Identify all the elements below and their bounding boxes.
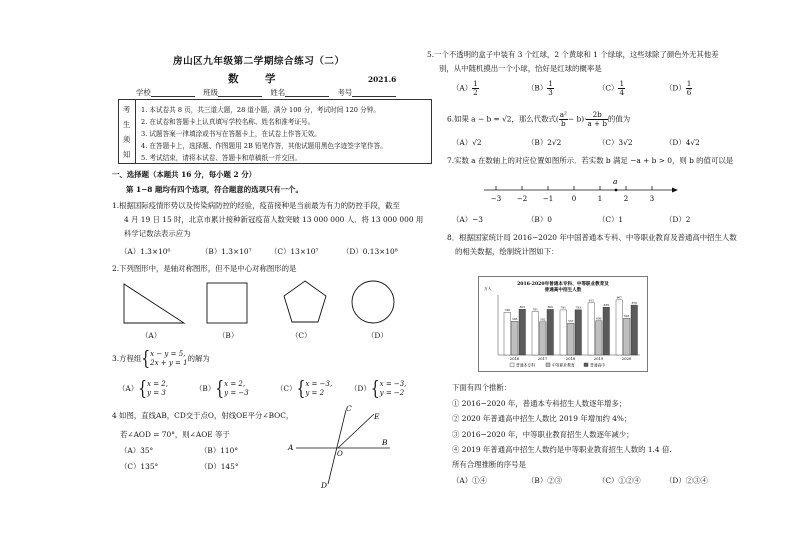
notice-item: 5. 考试结束，请将本试卷、答题卡和草稿纸一并交回。	[141, 154, 302, 162]
year-tick-label: 2017	[537, 356, 548, 361]
bar-value-label: 582	[540, 317, 546, 322]
chart-title: 普通高中招生人数	[544, 288, 582, 293]
q1-line: 科学记数法表示应为	[124, 229, 191, 238]
chart-unit: 万人	[484, 286, 492, 291]
fraction	[586, 111, 607, 128]
q7-number-line	[480, 174, 680, 210]
q3-opt-line: x = −3,	[379, 380, 407, 388]
chart-title: 2016-2020年普通本专科、中等职业教育及	[517, 282, 609, 287]
notice-item: 4. 在答题卡上，选择题、作图题用 2B 铅笔作答，其他试题用黑色字迹签字笔作答。	[141, 142, 387, 150]
year-tick-label: 2018	[565, 356, 576, 361]
denominator: 6	[686, 88, 692, 97]
bar-value-label: 761	[532, 307, 538, 312]
q3-opt-line: y = 2	[305, 389, 325, 397]
q3-opt-line: x = 2,	[147, 380, 168, 388]
brace-glyph: {	[370, 377, 380, 401]
q8-option-a[interactable]: （A）①④	[452, 476, 487, 485]
q3-option-system	[147, 380, 168, 398]
q6-pre: 6.如果 a − b = √2，那么代数式(	[447, 114, 559, 124]
q1-line: 1.根据国际疫情形势以及传染病防控的经验，疫苗接种是当前最为有力的防控手段，截至	[112, 201, 400, 210]
q8-inference: ① 2016−2020 年，普通本专科招生人数逐年增多；	[452, 399, 627, 408]
tick-label: −1	[542, 195, 554, 203]
denominator: 4	[619, 88, 625, 97]
point-a-marker	[615, 189, 618, 192]
q8-option-d[interactable]: （D）②③④	[665, 476, 708, 485]
point-label-c: C	[346, 404, 352, 413]
q3-post: 的解为	[187, 354, 210, 363]
q8-option-b[interactable]: （B）②③	[527, 476, 562, 485]
point-label-o: O	[337, 450, 343, 458]
q6-option-a[interactable]: （A）√2	[452, 138, 482, 147]
bar-value-label: 915	[588, 298, 594, 303]
pentagon-shape	[284, 281, 326, 322]
bar-series-a	[616, 300, 623, 355]
numerator: 2b	[586, 111, 607, 120]
bar-value-label: 748	[504, 308, 510, 313]
q5-line: 别，从中随机摸出一个小球，恰好是红球的概率是	[439, 64, 602, 73]
bar-series-b	[512, 321, 519, 355]
q8-line: 8．根据国家统计局 2016−2020 年中国普通本专科、中等职业教育及普通高中招生人数	[447, 233, 737, 242]
q3-option-system	[380, 380, 407, 398]
q4-line: 若∠AOD = 70°，则∠AOE 等于	[120, 430, 230, 439]
q6-post: 的值为	[607, 114, 631, 124]
q8-line: 的相关数据，绘制统计图如下：	[455, 247, 559, 256]
bar-series-b	[568, 323, 575, 355]
fraction	[472, 80, 479, 97]
notice-label	[119, 100, 136, 163]
bar-series-c	[575, 310, 582, 355]
bar-series-c	[631, 305, 638, 355]
tick-group	[491, 186, 654, 203]
q5-option-label: （B）	[527, 83, 548, 93]
q2-label-d[interactable]: （D）	[367, 331, 388, 340]
q3-option-label: （D）	[350, 384, 371, 393]
bar-series-c	[519, 309, 526, 355]
q1-option-c[interactable]: （C）13×10⁷	[270, 247, 319, 256]
notice-box	[118, 99, 432, 164]
q8-option-c[interactable]: （C）①②④	[598, 476, 641, 485]
q2-figures	[118, 278, 438, 328]
q6-option-d[interactable]: （D）4√2	[665, 138, 700, 147]
bar-series-c	[547, 309, 554, 355]
bar-value-label: 791	[560, 305, 566, 310]
notice-item: 2. 在试卷和答题卡上认真填写学校名称、姓名和准考证号。	[141, 118, 315, 126]
number-field[interactable]	[352, 89, 396, 97]
tick-label: 3	[649, 195, 655, 203]
q8-intro: 下面有四个推断：	[452, 383, 512, 392]
q8-inference: ② 2020 年普通高中招生人数比 2019 年增加约 4%；	[452, 414, 632, 423]
legend-label: 普通本专科	[516, 362, 535, 368]
q4-option-d[interactable]: （D）145°	[200, 462, 239, 471]
q3-option-label: （C）	[276, 384, 297, 393]
q1-option-d[interactable]: （D）0.13×10⁸	[342, 247, 398, 256]
point-label-d: D	[321, 481, 328, 490]
point-label-b: B	[382, 438, 388, 447]
legend-label: 普通高中	[590, 362, 606, 368]
q3-opt-line: y = 3	[147, 389, 166, 397]
year-tick-label: 2016	[509, 356, 520, 361]
q7-option-c[interactable]: （C）1	[598, 215, 624, 224]
q3-option-d[interactable]	[350, 377, 407, 401]
section-subheading: 第 1−8 题均有四个选项，符合题意的选项只有一个。	[126, 185, 303, 194]
notice-item: 3. 试题答案一律填涂或书写在答题卡上，在试卷上作答无效。	[141, 130, 321, 138]
bar-value-label: 803	[519, 305, 525, 310]
denominator: b	[561, 119, 566, 128]
bar-value-label: 793	[575, 305, 581, 310]
q8-inference: ③ 2016−2020 年，中等职业教育招生人数逐年减少；	[452, 430, 634, 439]
q5-option-label: （C）	[598, 83, 619, 93]
q3-option-label: （B）	[195, 384, 216, 393]
q5-option-d[interactable]	[665, 80, 692, 97]
brace-glyph: {	[215, 377, 225, 401]
class-label: 班级	[203, 88, 218, 97]
point-a-label: a	[613, 177, 618, 186]
denominator: 2	[473, 88, 478, 97]
bar-value-label: 600	[596, 316, 602, 321]
q2-label-c[interactable]: （C）	[291, 331, 312, 340]
q2-label-b[interactable]: （B）	[218, 331, 239, 340]
q2-label-a[interactable]: （A）	[141, 331, 162, 340]
q3-option-c[interactable]	[276, 377, 333, 401]
bar-value-label: 800	[547, 305, 553, 310]
numerator: a²	[559, 110, 567, 119]
q4-option-a[interactable]: （A）35°	[120, 446, 154, 455]
q5-option-label: （A）	[452, 83, 473, 93]
q8-bar-chart	[478, 276, 648, 372]
notice-label-char: 生	[123, 120, 131, 129]
q3-eq2: 2x + y = 1	[150, 359, 188, 367]
point-label-e: E	[374, 412, 380, 421]
numerator: 1	[619, 79, 625, 88]
q3-option-a[interactable]	[118, 377, 168, 401]
circle-shape	[352, 281, 394, 323]
section-heading: 一、选择题（本题共 16 分，每小题 2 分）	[112, 170, 256, 179]
q3-pre: 3.方程组	[112, 354, 142, 363]
notice-label-char: 考	[123, 105, 131, 114]
q5-line: 5.一个不透明的盒子中装有 3 个红球，2 个黄球和 1 个绿球，这些球除了颜色外无其他差	[427, 50, 719, 59]
tick-label: −2	[516, 195, 528, 203]
q6-stem	[447, 111, 630, 128]
numerator: 1	[686, 79, 692, 88]
denominator: 3	[548, 88, 553, 97]
q8-ask: 所有合理推断的序号是	[452, 460, 526, 469]
school-field[interactable]	[151, 89, 195, 97]
name-field[interactable]	[285, 89, 329, 97]
legend-swatch-c	[584, 363, 588, 367]
q5-option-b[interactable]	[527, 80, 554, 97]
subject-title: 数 学	[228, 73, 284, 85]
q6-mid: − b)·	[567, 114, 587, 124]
tick-label: −3	[490, 195, 502, 203]
year-tick-label: 2019	[593, 356, 604, 361]
q7-option-d[interactable]: （D）2	[665, 215, 691, 224]
bar-series-c	[603, 307, 610, 355]
q3-eq1: x − y = 5,	[150, 350, 186, 358]
bar-value-label: 967	[616, 295, 622, 300]
q1-option-b[interactable]: （B）1.3×10⁷	[201, 247, 252, 256]
notice-label-char: 知	[123, 150, 131, 159]
student-info-line	[136, 88, 402, 97]
q3-option-b[interactable]	[195, 377, 249, 401]
arrow-icon	[672, 188, 678, 193]
bar-value-label: 557	[568, 319, 574, 324]
denominator: a + b	[587, 119, 607, 128]
q3-opt-line: x = −3,	[305, 380, 333, 388]
bar-value-label: 593	[512, 316, 518, 321]
q5-option-label: （D）	[665, 83, 686, 93]
legend-swatch-b	[546, 363, 550, 367]
q6-option-c[interactable]: （C）3√2	[598, 138, 633, 147]
tick-label: 1	[597, 195, 603, 203]
q7-option-b[interactable]: （B）0	[527, 215, 552, 224]
bar-series-a	[532, 312, 539, 355]
bar-series-a	[504, 312, 511, 355]
q7-option-a[interactable]: （A）−3	[452, 215, 484, 224]
tick-label: 2	[623, 195, 629, 203]
legend	[510, 363, 605, 368]
q3-opt-line: x = 2,	[224, 380, 246, 388]
class-field[interactable]	[218, 89, 262, 97]
point-label-a: A	[288, 443, 294, 452]
tick-label: 0	[571, 195, 577, 203]
number-label: 考号	[337, 88, 353, 97]
q8-inference: ④ 2019 年普通高中招生人数约是中等职业教育招生人数的 1.4 倍.	[452, 445, 672, 454]
bar-series-a	[560, 310, 567, 355]
bar-value-label: 839	[603, 302, 609, 307]
line-cd	[328, 410, 346, 484]
q2-stem: 2.下列图形中，是轴对称图形，但不是中心对称图形的是	[112, 264, 297, 273]
q3-option-label: （A）	[118, 384, 139, 393]
numerator: 1	[548, 79, 553, 88]
bar-series-b	[596, 321, 603, 355]
bar-value-label: 876	[631, 300, 637, 305]
q3-option-system	[305, 380, 332, 398]
numerator: 1	[473, 79, 478, 88]
bar-series-b	[540, 322, 547, 355]
q5-option-c[interactable]	[598, 80, 625, 97]
school-label: 学校	[136, 88, 151, 97]
q3-stem	[112, 347, 210, 371]
fraction	[686, 80, 693, 97]
q7-stem: 7.实数 a 在数轴上的对应位置如图所示．若实数 b 满足 −a + b > 0，则 b 的值可以是	[447, 156, 734, 165]
bar-series-a	[588, 303, 595, 355]
q1-option-a[interactable]: （A）1.3×10⁶	[120, 247, 171, 256]
q4-option-c[interactable]: （C）135°	[120, 462, 159, 471]
bar-value-label: 645	[624, 314, 630, 319]
q3-opt-line: y = −2	[379, 389, 405, 397]
q4-figure	[286, 404, 396, 490]
q3-system	[150, 350, 187, 368]
fraction	[547, 80, 554, 97]
brace-glyph: {	[138, 377, 148, 401]
q3-option-system	[224, 380, 249, 398]
q4-option-b[interactable]: （B）110°	[200, 446, 239, 455]
notice-label-char: 须	[123, 135, 131, 144]
q3-opt-line: y = −3	[224, 389, 249, 397]
brace-glyph: {	[296, 377, 306, 401]
q1-line: 4 月 19 日 15 时，北京市累计接种新冠疫苗人数突破 13 000 000 人．将 13 000 000 用	[124, 215, 424, 224]
name-label: 姓名	[270, 88, 286, 97]
legend-label: 中等职业教育	[552, 362, 575, 368]
q4-line: 4 如图，直线AB，CD交于点O，射线OE平分∠BOC，	[112, 411, 294, 420]
exam-title: 房山区九年级第二学期综合练习（二）	[173, 56, 345, 67]
square-shape	[207, 283, 247, 323]
fraction	[559, 111, 568, 128]
brace-glyph: {	[141, 347, 151, 371]
q6-option-b[interactable]: （B）2√2	[527, 138, 562, 147]
fraction	[618, 80, 625, 97]
exam-date: 2021.6	[368, 75, 397, 84]
bar-series-b	[624, 318, 631, 355]
legend-swatch-a	[510, 363, 514, 367]
right-triangle-shape	[124, 284, 184, 323]
notice-item: 1. 本试卷共 8 页，共三道大题，28 道小题，满分 100 分，考试时间 120 分钟。	[141, 106, 380, 114]
year-tick-label: 2020	[621, 356, 632, 361]
q5-option-a[interactable]	[452, 80, 479, 97]
